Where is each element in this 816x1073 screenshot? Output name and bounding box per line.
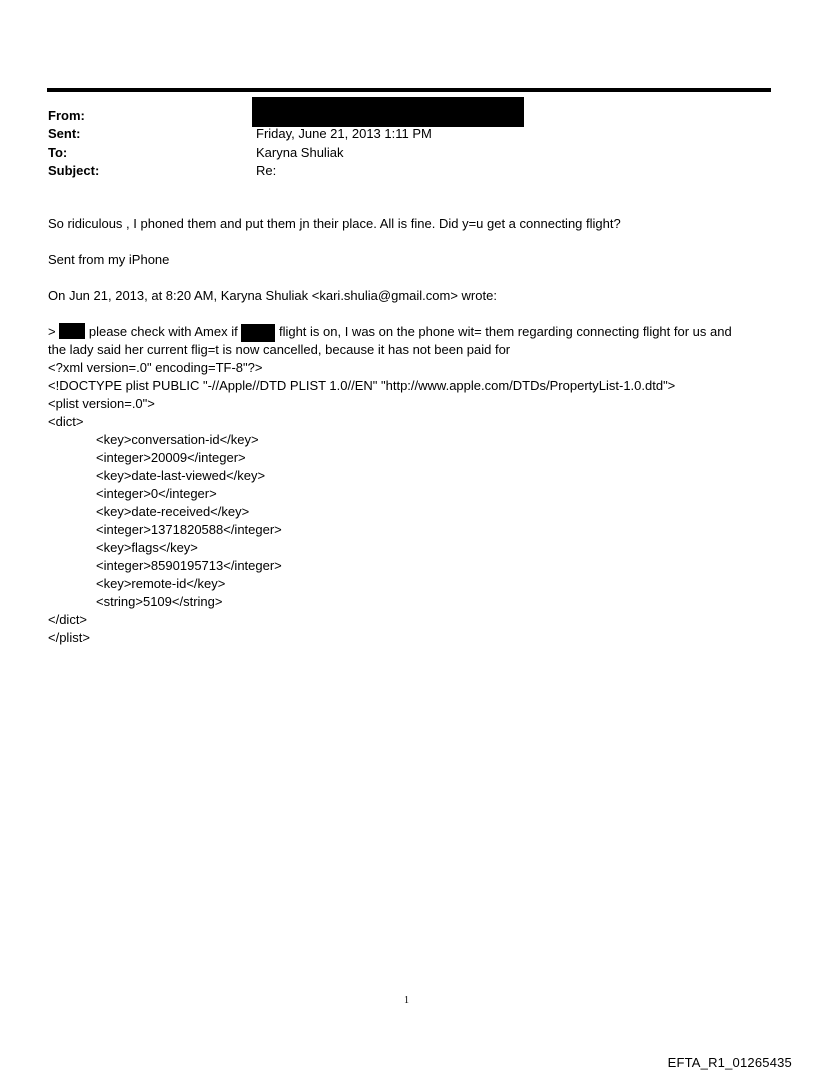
xml-line: <integer>8590195713</integer>: [96, 558, 282, 573]
xml-line: <dict>: [48, 414, 84, 429]
header-rule: [47, 88, 771, 92]
quote-marker: >: [48, 324, 56, 339]
message-body: So ridiculous , I phoned them and put them jn their place. All is fine. Did y=u get a connecting flight?: [48, 216, 621, 231]
xml-line: <integer>1371820588</integer>: [96, 522, 282, 537]
xml-line: <integer>0</integer>: [96, 486, 217, 501]
from-label: From:: [48, 108, 85, 123]
redaction-box-name-1: [59, 323, 85, 339]
to-label: To:: [48, 145, 68, 160]
quoted-line-2: the lady said her current flig=t is now cancelled, because it has not been paid for: [48, 342, 511, 357]
signature-line: Sent from my iPhone: [48, 252, 170, 267]
xml-line: </dict>: [48, 612, 88, 627]
xml-line: <key>conversation-id</key>: [96, 432, 259, 447]
xml-line: <key>flags</key>: [96, 540, 198, 555]
to-value: Karyna Shuliak: [256, 145, 344, 160]
xml-line: <!DOCTYPE plist PUBLIC "-//Apple//DTD PLIST 1.0//EN" "http://www.apple.com/DTDs/PropertyList-1.0.dtd">: [48, 378, 676, 393]
xml-line: <integer>20009</integer>: [96, 450, 246, 465]
sent-value: Friday, June 21, 2013 1:11 PM: [256, 126, 432, 141]
quoted-line-1-part-b: please check with Amex if: [88, 324, 238, 339]
xml-line: <key>date-last-viewed</key>: [96, 468, 266, 483]
page-number: 1: [404, 995, 409, 1006]
bates-stamp: EFTA_R1_01265435: [667, 1055, 792, 1070]
quote-intro: On Jun 21, 2013, at 8:20 AM, Karyna Shuliak <kari.shulia@gmail.com> wrote:: [48, 288, 497, 303]
sent-label: Sent:: [48, 126, 81, 141]
xml-line: <?xml version=.0" encoding=TF-8"?>: [48, 360, 263, 375]
xml-line: </plist>: [48, 630, 90, 645]
quoted-line-1-part-c: flight is on, I was on the phone wit= them regarding connecting flight for us and: [278, 324, 732, 339]
xml-line: <string>5109</string>: [96, 594, 223, 609]
subject-label: Subject:: [48, 163, 100, 178]
subject-value: Re:: [256, 163, 277, 178]
redaction-box-name-2: [241, 324, 275, 342]
xml-line: <key>date-received</key>: [96, 504, 250, 519]
quoted-line-1: [48, 323, 732, 342]
xml-line: <key>remote-id</key>: [96, 576, 226, 591]
redaction-box-from: [252, 97, 524, 127]
xml-line: <plist version=.0">: [48, 396, 155, 411]
